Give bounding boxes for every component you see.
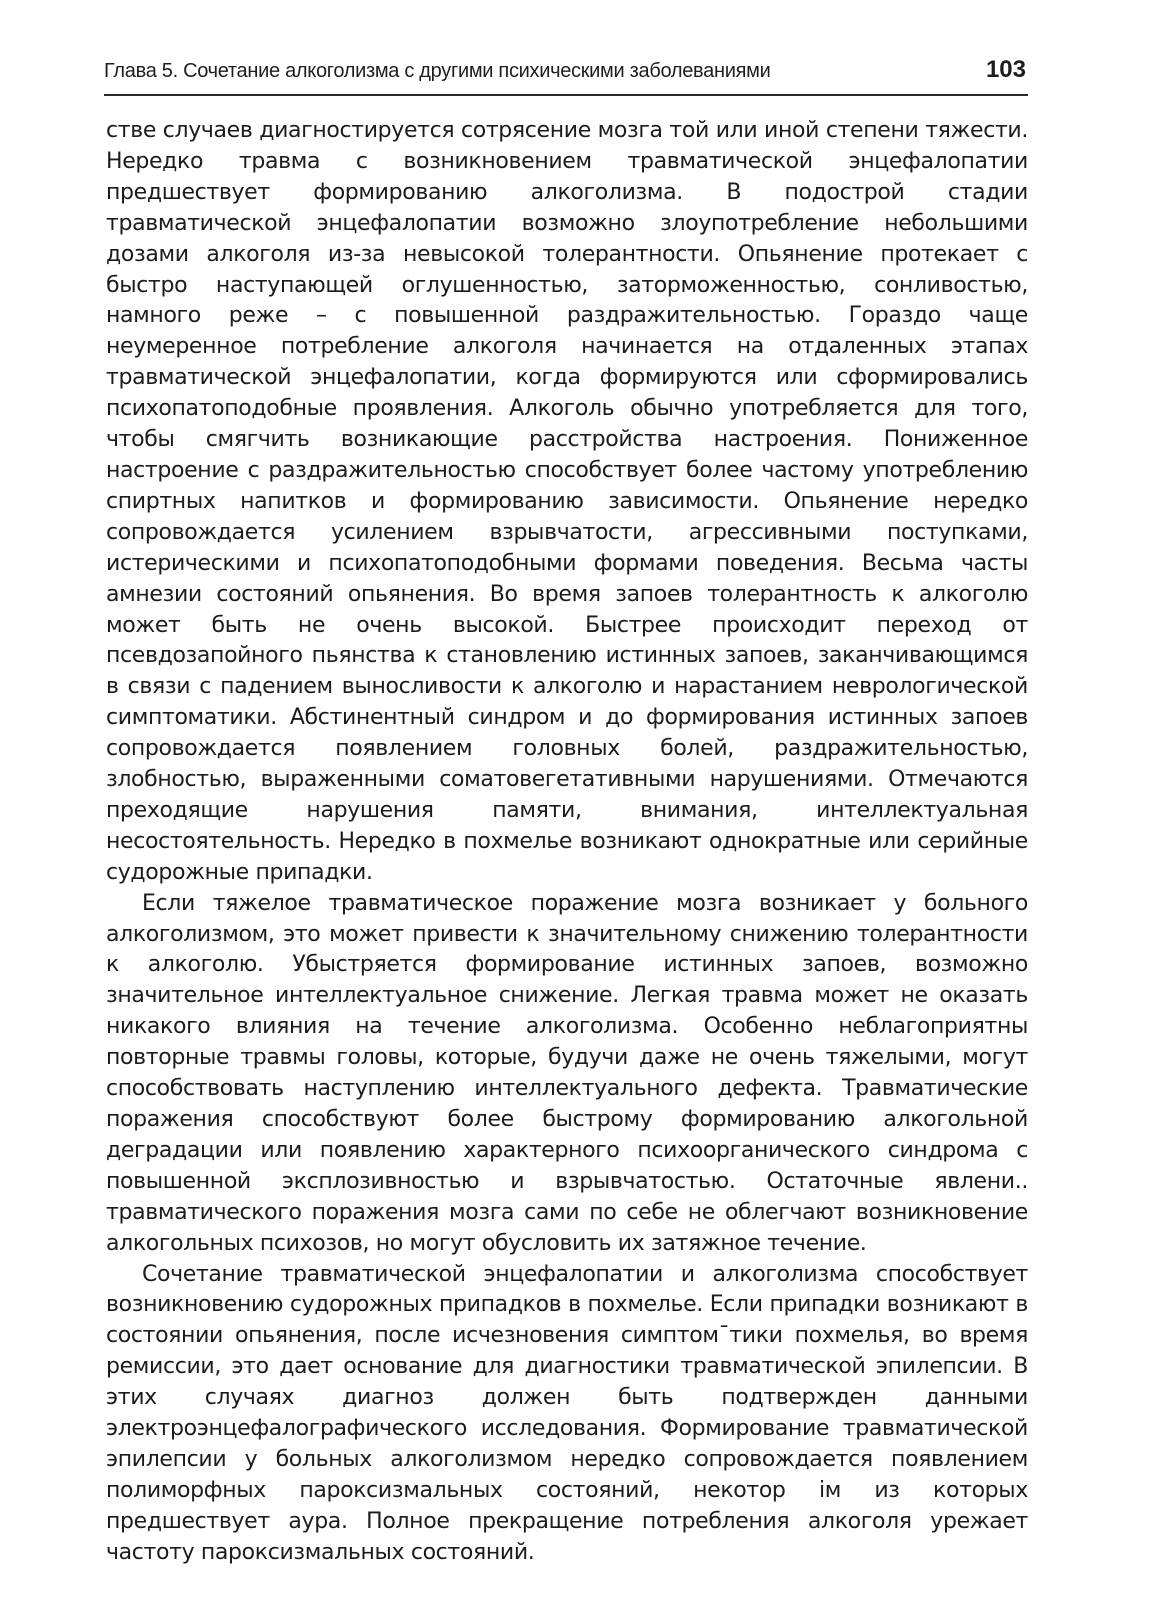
paragraph-continuation: стве случаев диагностируется сотрясение мозга той или иной степени тяжести. Нередко травма с возникновением травматической энцефалопатии предшествует формированию алкоголизма. В подострой стадии травматической энцефалопатии возможно злоупотребление небольшими дозами алкоголя из-за невысокой толерантности. Опьянение протекает с быстро наступающей оглушенностью, заторможенностью, сонливостью, намного реже – с повышенной раздражительностью. Гораздо чаще неумеренное потребление алкоголя начинается на отдаленных этапах травматической энцефалопатии, когда формируются или сформировались психопатоподобные проявления. Алкоголь обычно употребляется для того, чтобы смягчить возникающие расстройства настроения. Пониженное настроение с раздражительностью способствует более частому употреблению спиртных напитков и формированию зависимости. Опьянение нередко сопровождается усилением взрывчатости, агрессивными поступками, истерическими и психопатоподобными формами поведения. Весьма часты амнезии состояний опьянения. Во время запоев толерантность к алкоголю может быть не очень высокой. Быстрее происходит переход от псевдозапойного пьянства к становлению истинных запоев, заканчивающимся в связи с падением выносливости к алкоголю и нарастанием неврологической симптоматики. Абстинентный синдром и до формирования истинных запоев сопровождается появлением головных болей, раздражительностью, злобностью, выраженными соматовегетативными нарушениями. Отмечаются преходящие нарушения памяти, внимания, интеллектуальная несостоятельность. Нередко в похмелье возникают однократные или серийные судорожные припадки. (106, 118, 1028, 885)
running-header (104, 54, 1028, 96)
paragraph-head-trauma: Если тяжелое травматическое поражение мозга возникает у больного алкоголизмом, это может привести к значительному снижению толерантности к алкоголю. Убыстряется формирование истинных запоев, возможно значительное интеллектуальное снижение. Легкая травма может не оказать никакого влияния на течение алкоголизма. Особенно неблагоприятны повторные травмы головы, которые, будучи даже не очень тяжелыми, могут способствовать наступлению интеллектуального дефекта. Травматические поражения способствуют более быстрому формированию алкогольной деградации или появлению характерного психоорганического синдрома с повышенной эксплозивностью и взрывчатостью. Остаточные явлени.. травматического поражения мозга сами по себе не облегчают возникновение алкогольных психозов, но могут обусловить их затяжное течение. (106, 890, 1028, 1256)
page-number: 103 (985, 56, 1026, 83)
body-text (106, 116, 1028, 1569)
paragraph-epilepsy: Сочетание травматической энцефалопатии и алкоголизма способствует возникновению судорожных припадков в похмелье. Если припадки возникают в состоянии опьянения, после исчезновения симптом¯тики похмелья, во время ремиссии, это дает основание для диагностики травматической эпилепсии. В этих случаях диагноз должен быть подтвержден данными электроэнцефалографического исследования. Формирование травматической эпилепсии у больных алкоголизмом нередко сопровождается появлением полиморфных пароксизмальных состояний, некотор ім из которых предшествует аура. Полное прекращение потребления алкоголя урежает частоту пароксизмальных состояний. (106, 1261, 1028, 1565)
chapter-title: Глава 5. Сочетание алкоголизма с другими психическими заболеваниями (104, 60, 771, 82)
